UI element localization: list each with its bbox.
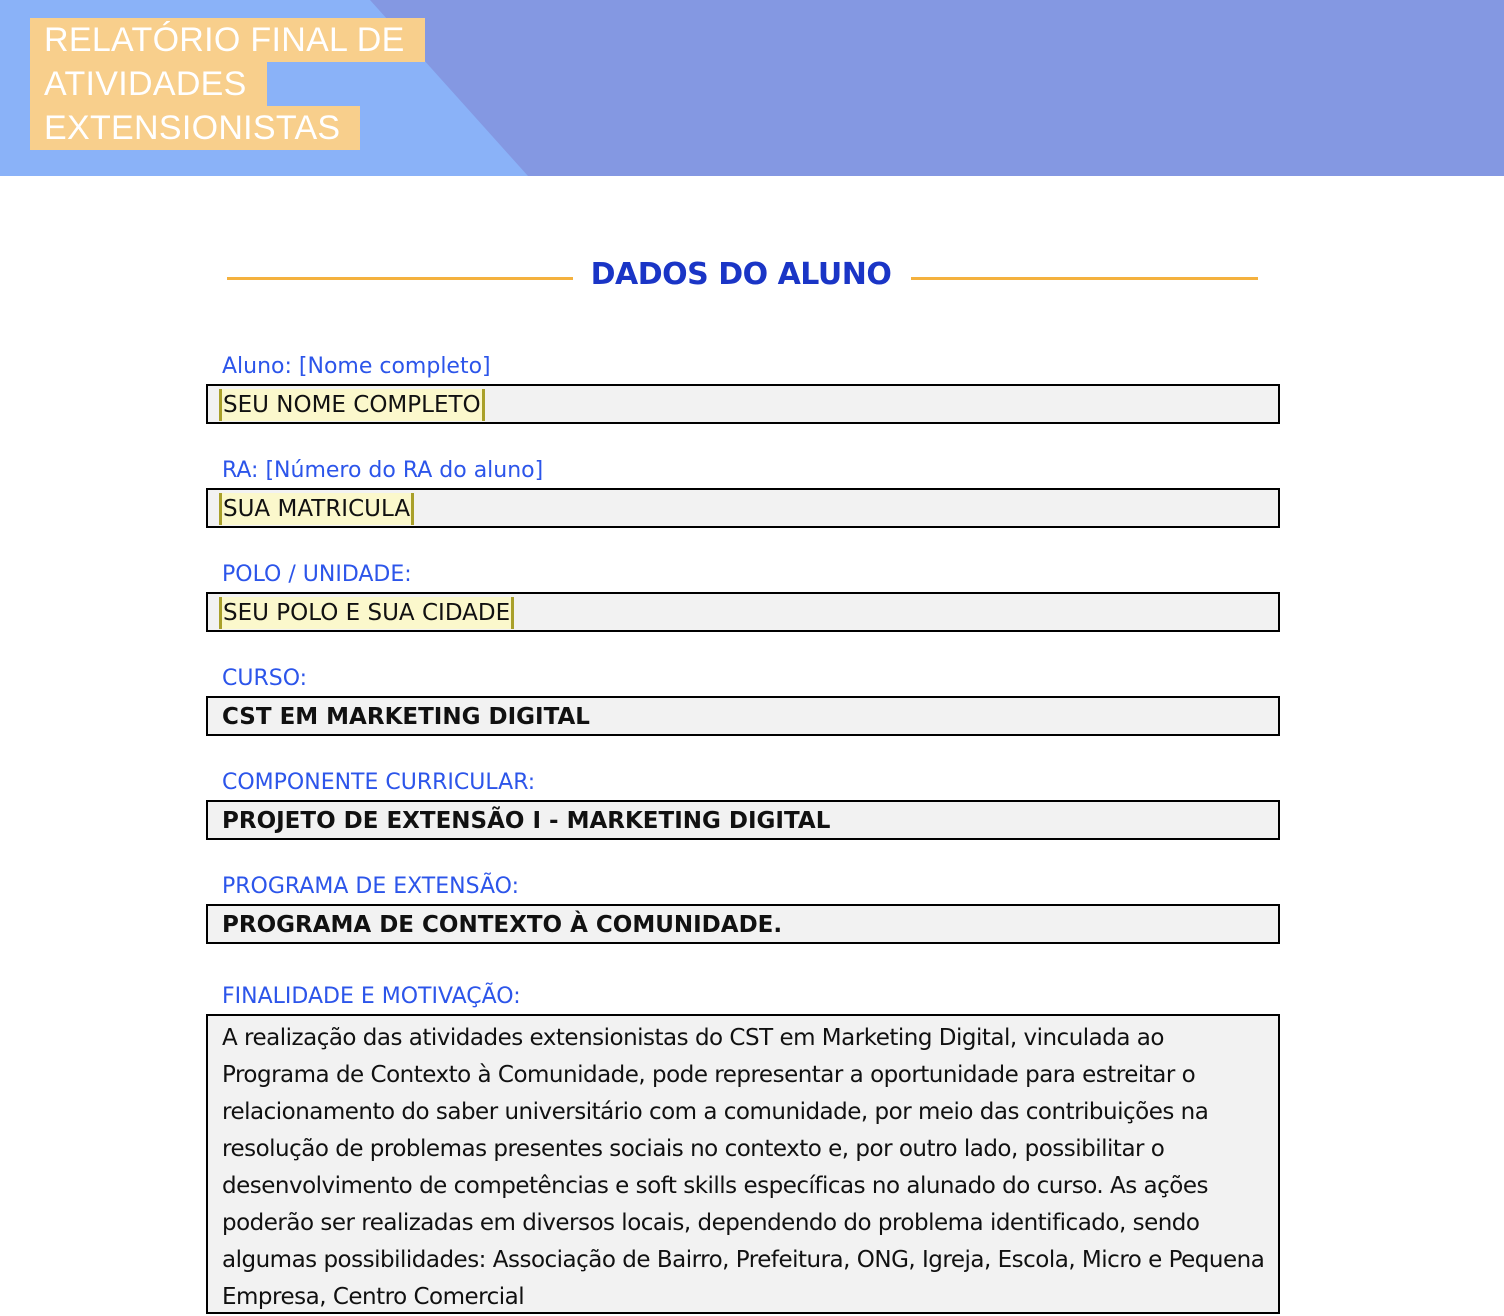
program-value: PROGRAMA DE CONTEXTO À COMUNIDADE. bbox=[222, 912, 783, 938]
title-rule-right bbox=[911, 277, 1258, 280]
student-name-field[interactable] bbox=[206, 384, 1280, 424]
student-name-value[interactable]: SEU NOME COMPLETO bbox=[219, 389, 485, 421]
program-label: PROGRAMA DE EXTENSÃO: bbox=[222, 874, 519, 899]
course-field bbox=[206, 696, 1280, 736]
student-name-label: Aluno: [Nome completo] bbox=[222, 354, 491, 379]
title-rule-left bbox=[227, 277, 573, 280]
section-title: DADOS DO ALUNO bbox=[590, 257, 892, 292]
finalidade-label: FINALIDADE E MOTIVAÇÃO: bbox=[222, 984, 521, 1009]
component-field bbox=[206, 800, 1280, 840]
component-label: COMPONENTE CURRICULAR: bbox=[222, 770, 536, 795]
polo-label: POLO / UNIDADE: bbox=[222, 562, 412, 587]
report-title-line-3: EXTENSIONISTAS bbox=[30, 106, 360, 150]
program-field bbox=[206, 904, 1280, 944]
finalidade-text: A realização das atividades extensionistas do CST em Marketing Digital, vinculada ao Programa de Contexto à Comunidade, pode representar a oportunidade para estreitar o relacionamento do saber universitário com a comunidade, por meio das contribuições na resolução de problemas presentes sociais no contexto e, por outro lado, possibilitar o desenvolvimento de competências e soft skills específicas no alunado do curso. As ações poderão ser realizadas em diversos locais, dependendo do problema identificado, sendo algumas possibilidades: Associação de Bairro, Prefeitura, ONG, Igreja, Escola, Micro e Pequena Empresa, Centro Comercial bbox=[222, 1025, 1265, 1310]
finalidade-box bbox=[206, 1014, 1280, 1314]
course-value: CST EM MARKETING DIGITAL bbox=[222, 704, 590, 730]
report-title-line-1: RELATÓRIO FINAL DE bbox=[30, 18, 425, 62]
polo-value[interactable]: SEU POLO E SUA CIDADE bbox=[219, 597, 514, 629]
ra-label: RA: [Número do RA do aluno] bbox=[222, 458, 544, 483]
ra-value[interactable]: SUA MATRICULA bbox=[219, 493, 414, 525]
ra-field[interactable] bbox=[206, 488, 1280, 528]
header-banner bbox=[0, 0, 1504, 176]
polo-field[interactable] bbox=[206, 592, 1280, 632]
component-value: PROJETO DE EXTENSÃO I - MARKETING DIGITAL bbox=[222, 808, 831, 834]
report-title bbox=[30, 18, 425, 150]
report-title-line-2: ATIVIDADES bbox=[30, 62, 267, 106]
course-label: CURSO: bbox=[222, 666, 308, 691]
